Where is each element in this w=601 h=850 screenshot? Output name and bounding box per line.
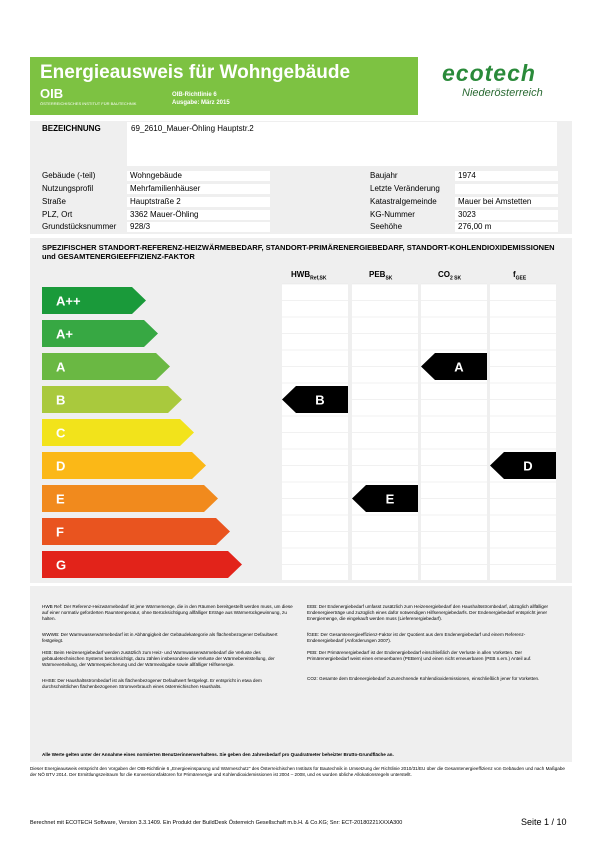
scale-column-3 — [490, 284, 556, 580]
class-label: A++ — [56, 293, 81, 309]
legend-co2: CO2: Gesamte dem Endenergiebedarf zuzurechnende Kohlendioxidemissionen, einschließlich jener für Vorketten. — [307, 676, 540, 681]
field-value: 928/3 — [127, 222, 270, 232]
class-label: E — [56, 491, 65, 507]
field-label: PLZ, Ort — [42, 210, 73, 219]
footer-software-note: Berechnet mit ECOTECH Software, Version 3.3.1409. Ein Produkt der BuildDesk Österreich Gesellschaft m.b.H. & Co.KG; Snr: ECT-20180221XXXA300 — [30, 820, 403, 826]
class-label: F — [56, 524, 64, 540]
class-label: A — [56, 359, 66, 375]
ecotech-logo-subtitle: Niederösterreich — [462, 87, 543, 99]
field-value: 276,00 m — [455, 222, 558, 232]
scale-column-1 — [352, 284, 418, 580]
field-label: Seehöhe — [370, 222, 403, 231]
richtlinie-label: OIB-Richtlinie 6 — [172, 92, 217, 98]
result-label: E — [385, 491, 395, 507]
oib-logo-text: OIB — [40, 86, 64, 101]
field-label: Straße — [42, 197, 67, 206]
class-label: C — [56, 425, 66, 441]
field-label: Letzte Veränderung — [370, 184, 440, 193]
scale-column-0 — [282, 284, 348, 580]
energy-class-scale — [30, 280, 572, 580]
field-value: Hauptstraße 2 — [127, 197, 270, 207]
class-arrow-g — [42, 551, 242, 578]
class-label: A+ — [56, 326, 73, 342]
legend-eeb: EEB: Der Endenergiebedarf umfasst zusätzlich zum Heizenergiebedarf den Haushaltsstrombedarf, abzüglich allfälliger Endenergieerträge und zuzüglich eines dafür notwendigen Hilfsenergiebedarfs. Der Endenergiebedarf entspricht jener Energiemenge, die eingekauft werden muss (Lieferenergiebedarf). — [307, 604, 549, 621]
result-label: A — [454, 359, 464, 375]
class-arrow-d — [42, 452, 206, 479]
page-number: Seite 1 / 10 — [521, 817, 567, 827]
field-label: Grundstücksnummer — [42, 222, 117, 231]
designation-label: BEZEICHNUNG — [42, 124, 101, 133]
field-value — [455, 184, 558, 194]
field-label: Gebäude (-teil) — [42, 171, 96, 180]
legend-hhsb: HHSB: Der Haushaltsstrombedarf ist als flächenbezogener Defaultwert festgelegt. Er entspricht in etwa dem durchschnittlichen flächenbezogenen Stromverbrauch eines österreichischen Haushalts. — [42, 678, 262, 689]
ausgabe-label: Ausgabe: März 2015 — [172, 100, 230, 106]
field-value: Mehrfamilienhäuser — [127, 184, 270, 194]
class-label: G — [56, 557, 67, 573]
legend-peb: PEB: Der Primärenergiebedarf ist der Endenergiebedarf einschließlich der Verluste in allen Vorketten. Der Primärenergiebedarf weist einen erneuerbaren (PEBern) und einen nicht erneuerbaren (PEB n.ern.) Anteil auf. — [307, 650, 532, 661]
disclaimer-text: Dieser Energieausweis entspricht den Vorgaben der OIB-Richtlinie 6 „Energieeinsparung und Wärmeschutz" des Österreichischen Instituts für Bautechnik in Umsetzung der Richtlinie 2010/31/EU über die Gesamtenergieeffizienz von Gebäuden und nach Maßgabe der NÖ BTV 2014. Der Ermittlungszeitraum für die Konversionsfaktoren für Primärenergie und Kohlendioxidemissionen ist 2004 – 2008, und es wurden übliche Allokationsregeln unterstellt. — [30, 766, 565, 777]
column-header-fgee: $f_{GEE}$ — [513, 270, 527, 282]
field-value: 3362 Mauer-Öhling — [127, 210, 270, 220]
class-arrow-f — [42, 518, 230, 545]
legend-footnote: Alle Werte gelten unter der Annahme eines normierten Benutzerinnenverhaltens. Sie geben den Jahresbedarf pro Quadratmeter beheizter Brutto-Grundfläche an. — [42, 752, 394, 757]
field-value: 3023 — [455, 210, 558, 220]
scale-column-2 — [421, 284, 487, 580]
field-value: Mauer bei Amstetten — [455, 197, 558, 207]
field-label: Nutzungsprofil — [42, 184, 94, 193]
class-label: D — [56, 458, 66, 474]
class-arrow-e — [42, 485, 218, 512]
designation-value: 69_2610_Mauer-Öhling Hauptstr.2 — [131, 124, 254, 133]
field-value: Wohngebäude — [127, 171, 270, 181]
field-label: Katastralgemeinde — [370, 197, 437, 206]
legend-hwb: HWB Ref: Der Referenz-Heizwärmebedarf ist jene Wärmemenge, die in den Räumen bereitgestellt werden muss, um diese auf einer normativ geforderten Raumtemperatur, ohne Berücksichtigung allfälliger Erträge aus Wärmerückgewinnung, zu halten. — [42, 604, 293, 621]
column-header-co2: $CO_{2 SK}$ — [438, 270, 462, 282]
energy-scale-title: SPEZIFISCHER STANDORT-REFERENZ-HEIZWÄRMEBEDARF, STANDORT-PRIMÄRENERGIEBEDARF, STANDORT-KOHLENDIOXIDEMISSIONEN und GESAMTENERGIEEFFIZIENZ-FAKTOR — [42, 243, 555, 261]
document-title: Energieausweis für Wohngebäude — [40, 62, 351, 83]
ecotech-logo: ecotech — [442, 60, 536, 86]
legend-fgee: fGEE: Der Gesamtenergieeffizienz-Faktor ist der Quotient aus dem Endenergiebedarf und einem Referenz-Endenergiebedarf (Anforderungen 2007). — [307, 632, 526, 643]
class-label: B — [56, 392, 66, 408]
field-label: Baujahr — [370, 171, 398, 180]
oib-institute-name: ÖSTERREICHISCHES INSTITUT FÜR BAUTECHNIK — [40, 101, 137, 106]
richtlinie-info — [172, 91, 230, 107]
legend-heb: HEB: Beim Heizenergiebedarf werden zusätzlich zum Heiz- und Warmwasserwärmebedarf die Verluste des gebäudetechnischen Systems berücksichtigt, dazu zählen insbesondere die Verluste der Wärmebereitstellung, der Wärmeverteilung, der Wärmespeicherung und der Wärmeabgabe sowie allfälliger Hilfsenergie. — [42, 650, 275, 667]
result-label: B — [315, 392, 325, 408]
result-label: D — [523, 458, 533, 474]
column-header-peb: $PEB_{SK}$ — [369, 270, 393, 282]
field-label: KG-Nummer — [370, 210, 415, 219]
column-header-hwb: $HWB_{Ref,SK}$ — [291, 270, 327, 282]
field-value: 1974 — [455, 171, 558, 181]
legend-wwwb: WWWB: Der Warmwasserwärmebedarf ist in Abhängigkeit der Gebäudekategorie als flächenbezogener Defaultwert festgelegt. — [42, 632, 278, 643]
